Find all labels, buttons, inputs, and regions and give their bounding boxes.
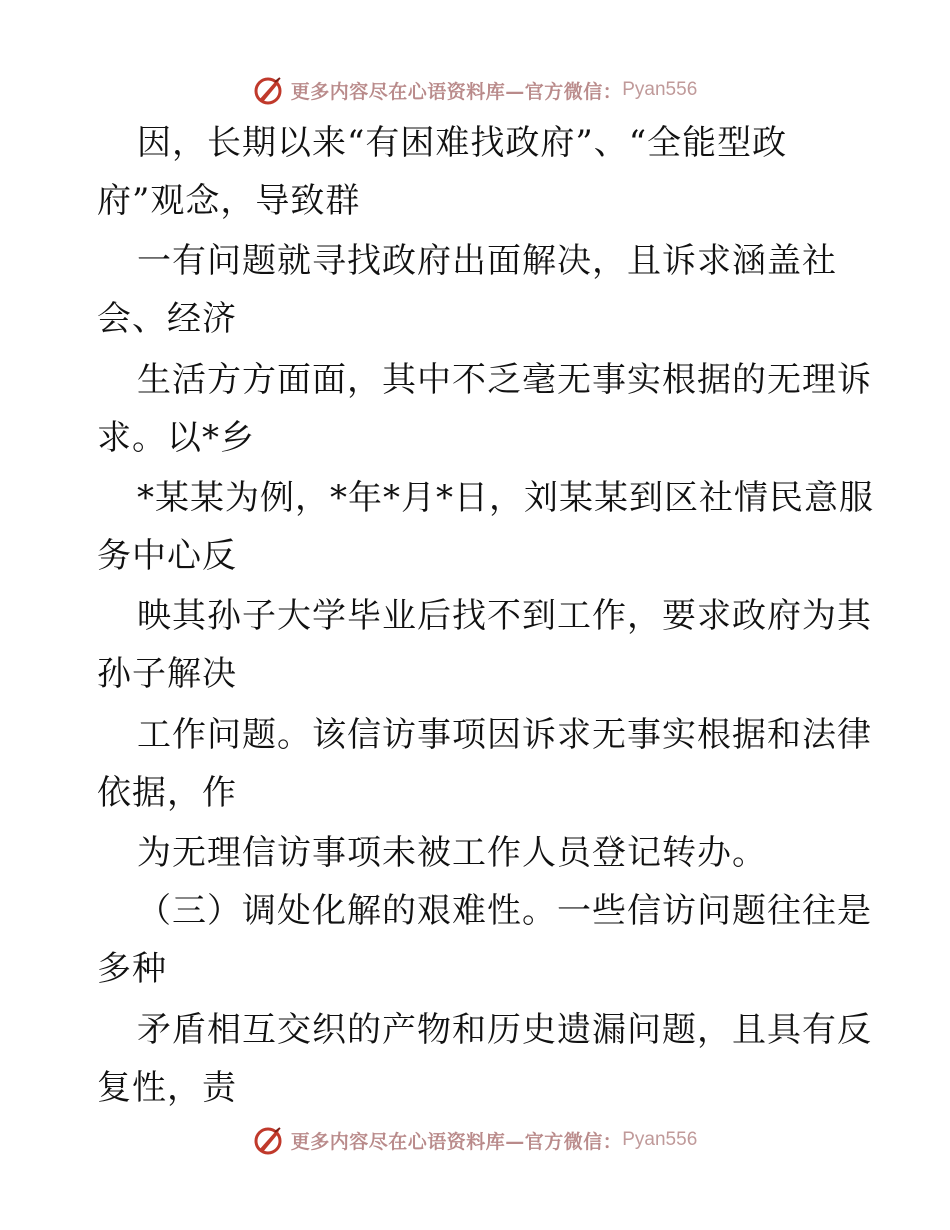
body-line: 府”观念，导致群: [97, 181, 361, 221]
body-line: 多种: [97, 949, 167, 989]
body-line: 复性，责: [97, 1068, 237, 1108]
body-line: 务中心反: [97, 536, 237, 576]
body-line: 生活方方面面，其中不乏毫无事实根据的无理诉: [137, 360, 872, 400]
pen-logo-icon: [253, 1124, 285, 1156]
body-line: 为无理信访事项未被工作人员登记转办。: [137, 833, 767, 873]
watermark-id: Pyan556: [622, 79, 698, 100]
watermark-text: 更多内容尽在心语资料库—官方微信：: [290, 1130, 623, 1153]
body-line: 依据，作: [97, 773, 237, 813]
body-line: 因，长期以来“有困难找政府”、“全能型政: [137, 123, 788, 163]
pen-logo-icon: [253, 74, 285, 106]
body-line: （三）调处化解的艰难性。一些信访问题往往是: [137, 891, 872, 931]
body-line: 一有问题就寻找政府出面解决，且诉求涵盖社: [137, 241, 837, 281]
watermark-text: 更多内容尽在心语资料库—官方微信：: [290, 80, 623, 103]
body-line: 求。以*乡: [97, 418, 255, 458]
body-line: 映其孙子大学毕业后找不到工作，要求政府为其: [137, 596, 872, 636]
watermark-header: [0, 70, 950, 110]
body-line: 矛盾相互交织的产物和历史遗漏问题，且具有反: [137, 1010, 872, 1050]
body-line: *某某为例，*年*月*日，刘某某到区社情民意服: [137, 478, 874, 518]
watermark-footer: [0, 1120, 950, 1160]
body-line: 工作问题。该信访事项因诉求无事实根据和法律: [137, 715, 872, 755]
body-line: 孙子解决: [97, 654, 237, 694]
watermark-id: Pyan556: [622, 1129, 698, 1150]
body-line: 会、经济: [97, 299, 237, 339]
